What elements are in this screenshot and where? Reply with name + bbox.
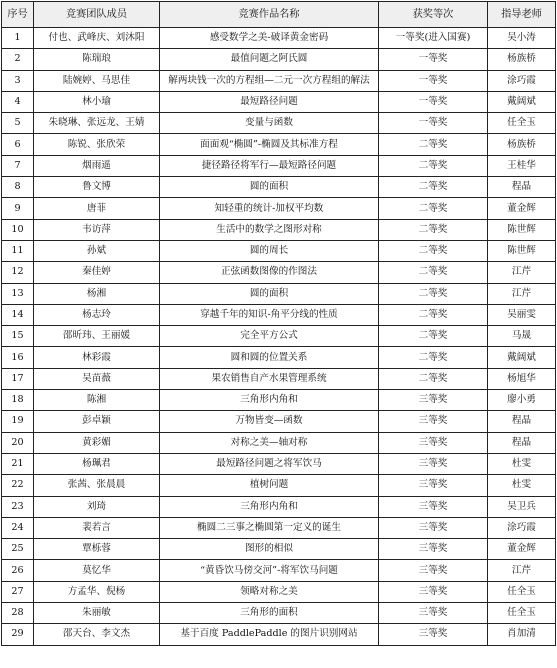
row-work: 最短路径问题 [160,91,379,112]
row-award: 二等奖 [379,134,488,155]
row-num: 17 [2,368,34,389]
row-award: 三等奖 [379,560,488,581]
row-teacher: 江芹 [488,262,556,283]
table-row [2,134,556,155]
row-team: 陈瑞琅 [34,49,160,70]
row-team: 韦访萍 [34,219,160,240]
row-num: 21 [2,453,34,474]
row-award: 三等奖 [379,411,488,432]
row-teacher: 涂巧霞 [488,517,556,538]
row-work: 对称之美—轴对称 [160,432,379,453]
row-award: 二等奖 [379,198,488,219]
row-team: 陆婉婷、马思佳 [34,70,160,91]
table-row [2,453,556,474]
row-team: 彭卓颖 [34,411,160,432]
row-team: 邵昕玮、王丽媛 [34,326,160,347]
row-teacher: 杨族桥 [488,49,556,70]
row-work: 变量与函数 [160,113,379,134]
row-num: 25 [2,539,34,560]
row-teacher: 董金辉 [488,198,556,219]
row-award: 一等奖(进入国赛) [379,28,488,49]
table-row [2,262,556,283]
row-teacher: 陈世辉 [488,240,556,261]
row-work: 圆的面积 [160,283,379,304]
row-award: 三等奖 [379,475,488,496]
row-teacher: 杨旭华 [488,368,556,389]
row-num: 7 [2,155,34,176]
table-row [2,304,556,325]
row-work: 完全平方公式 [160,326,379,347]
row-teacher: 吴卫兵 [488,496,556,517]
row-award: 二等奖 [379,219,488,240]
row-team: 唐菲 [34,198,160,219]
row-num: 28 [2,603,34,624]
row-teacher: 杜雯 [488,453,556,474]
row-work: 正弦函数图像的作图法 [160,262,379,283]
table-row [2,91,556,112]
table-row [2,581,556,602]
row-award: 二等奖 [379,304,488,325]
row-team: 裴若言 [34,517,160,538]
table-row [2,155,556,176]
table-row [2,475,556,496]
row-award: 二等奖 [379,240,488,261]
row-work: 三角形内角和 [160,390,379,411]
row-teacher: 程晶 [488,177,556,198]
row-teacher: 程晶 [488,411,556,432]
row-num: 16 [2,347,34,368]
table-row [2,347,556,368]
row-team: 付也、武峰庆、刘沐阳 [34,28,160,49]
table-row [2,603,556,624]
table-row [2,49,556,70]
row-work: 椭圆二三事之椭圆第一定义的诞生 [160,517,379,538]
row-work: 穿越千年的知识-角平分线的性质 [160,304,379,325]
row-num: 11 [2,240,34,261]
table-row [2,198,556,219]
header-work: 竞赛作品名称 [160,2,379,28]
row-teacher: 任全玉 [488,603,556,624]
row-num: 27 [2,581,34,602]
table-row [2,28,556,49]
row-work: 面面观“椭圆”-椭圆及其标准方程 [160,134,379,155]
row-num: 24 [2,517,34,538]
row-work: 最短路径问题之将军饮马 [160,453,379,474]
row-award: 二等奖 [379,155,488,176]
row-team: 秦佳婷 [34,262,160,283]
row-num: 9 [2,198,34,219]
row-work: 圆的周长 [160,240,379,261]
row-award: 一等奖 [379,113,488,134]
row-award: 三等奖 [379,539,488,560]
row-team: 黄彩媚 [34,432,160,453]
table-row [2,326,556,347]
table-row [2,560,556,581]
row-teacher: 董金辉 [488,539,556,560]
table-row [2,219,556,240]
row-teacher: 杨族桥 [488,134,556,155]
row-award: 二等奖 [379,368,488,389]
row-teacher: 戴阔斌 [488,91,556,112]
row-work: 万物皆变—函数 [160,411,379,432]
row-team: 陈湘 [34,390,160,411]
row-work: 图形的相似 [160,539,379,560]
row-num: 8 [2,177,34,198]
table-row [2,624,556,645]
row-team: 张茜、张晨晨 [34,475,160,496]
row-team: 烟雨遥 [34,155,160,176]
row-team: 杨志玲 [34,304,160,325]
row-team: 杨珮君 [34,453,160,474]
row-team: 林彩霞 [34,347,160,368]
row-award: 三等奖 [379,390,488,411]
row-team: 吴苗薇 [34,368,160,389]
row-teacher: 涂巧霞 [488,70,556,91]
row-num: 22 [2,475,34,496]
row-award: 三等奖 [379,603,488,624]
table-row [2,368,556,389]
table-row [2,432,556,453]
header-row [2,2,556,28]
row-team: 朱丽敏 [34,603,160,624]
row-work: 三角形内角和 [160,496,379,517]
table-row [2,70,556,91]
row-num: 12 [2,262,34,283]
row-num: 3 [2,70,34,91]
row-award: 二等奖 [379,283,488,304]
row-num: 19 [2,411,34,432]
row-work: 感受数学之美-破译黄金密码 [160,28,379,49]
row-teacher: 任全玉 [488,581,556,602]
row-work: “黄昏饮马傍交河”-将军饮马问题 [160,560,379,581]
row-team: 陈锐、张欣荣 [34,134,160,155]
row-award: 三等奖 [379,581,488,602]
row-work: 基于百度 PaddlePaddle 的图片识别网站 [160,624,379,645]
header-award: 获奖等次 [379,2,488,28]
row-team: 覃栎蓉 [34,539,160,560]
header-teacher: 指导老师 [488,2,556,28]
row-num: 18 [2,390,34,411]
row-team: 杨湘 [34,283,160,304]
awards-table [1,1,556,646]
row-award: 二等奖 [379,326,488,347]
row-teacher: 戴阔斌 [488,347,556,368]
header-team: 竞赛团队成员 [34,2,160,28]
row-award: 二等奖 [379,262,488,283]
row-teacher: 吴小涛 [488,28,556,49]
row-num: 13 [2,283,34,304]
row-team: 邵天台、李文杰 [34,624,160,645]
row-num: 29 [2,624,34,645]
row-work: 知轻重的统计-加权平均数 [160,198,379,219]
row-num: 14 [2,304,34,325]
row-team: 莫忆华 [34,560,160,581]
row-award: 二等奖 [379,177,488,198]
row-award: 三等奖 [379,432,488,453]
row-work: 圆和圆的位置关系 [160,347,379,368]
header-num: 序号 [2,2,34,28]
table-row [2,411,556,432]
row-team: 林小瑜 [34,91,160,112]
table-row [2,496,556,517]
row-team: 孙斌 [34,240,160,261]
row-teacher: 廖小勇 [488,390,556,411]
row-work: 植树问题 [160,475,379,496]
row-teacher: 江芹 [488,560,556,581]
row-work: 捷径路径将军行—最短路径问题 [160,155,379,176]
row-team: 刘琦 [34,496,160,517]
row-work: 圆的面积 [160,177,379,198]
row-num: 20 [2,432,34,453]
row-num: 1 [2,28,34,49]
table-row [2,240,556,261]
row-award: 一等奖 [379,49,488,70]
row-team: 方孟华、倪杨 [34,581,160,602]
table-row [2,517,556,538]
row-work: 生活中的数学之图形对称 [160,219,379,240]
row-work: 解两块钱一次的方程组—二元一次方程组的解法 [160,70,379,91]
row-num: 5 [2,113,34,134]
table-row [2,177,556,198]
row-teacher: 王桂华 [488,155,556,176]
row-teacher: 吴丽雯 [488,304,556,325]
row-teacher: 江芹 [488,283,556,304]
row-teacher: 马晟 [488,326,556,347]
row-award: 三等奖 [379,624,488,645]
row-teacher: 任全玉 [488,113,556,134]
row-teacher: 陈世辉 [488,219,556,240]
row-work: 三角形的面积 [160,603,379,624]
row-work: 果农销售自产水果管理系统 [160,368,379,389]
table-row [2,113,556,134]
row-teacher: 肖加清 [488,624,556,645]
row-team: 鲁文博 [34,177,160,198]
table-row [2,539,556,560]
row-num: 15 [2,326,34,347]
row-teacher: 程晶 [488,432,556,453]
row-num: 4 [2,91,34,112]
row-work: 领略对称之美 [160,581,379,602]
row-team: 朱晓琳、张远龙、王婧 [34,113,160,134]
table-row [2,390,556,411]
row-award: 三等奖 [379,453,488,474]
row-num: 26 [2,560,34,581]
row-teacher: 杜雯 [488,475,556,496]
row-num: 2 [2,49,34,70]
row-num: 23 [2,496,34,517]
row-award: 一等奖 [379,70,488,91]
row-award: 三等奖 [379,517,488,538]
row-award: 二等奖 [379,347,488,368]
row-num: 10 [2,219,34,240]
row-num: 6 [2,134,34,155]
row-award: 三等奖 [379,496,488,517]
row-award: 一等奖 [379,91,488,112]
table-row [2,283,556,304]
row-work: 最值问题之阿氏圆 [160,49,379,70]
